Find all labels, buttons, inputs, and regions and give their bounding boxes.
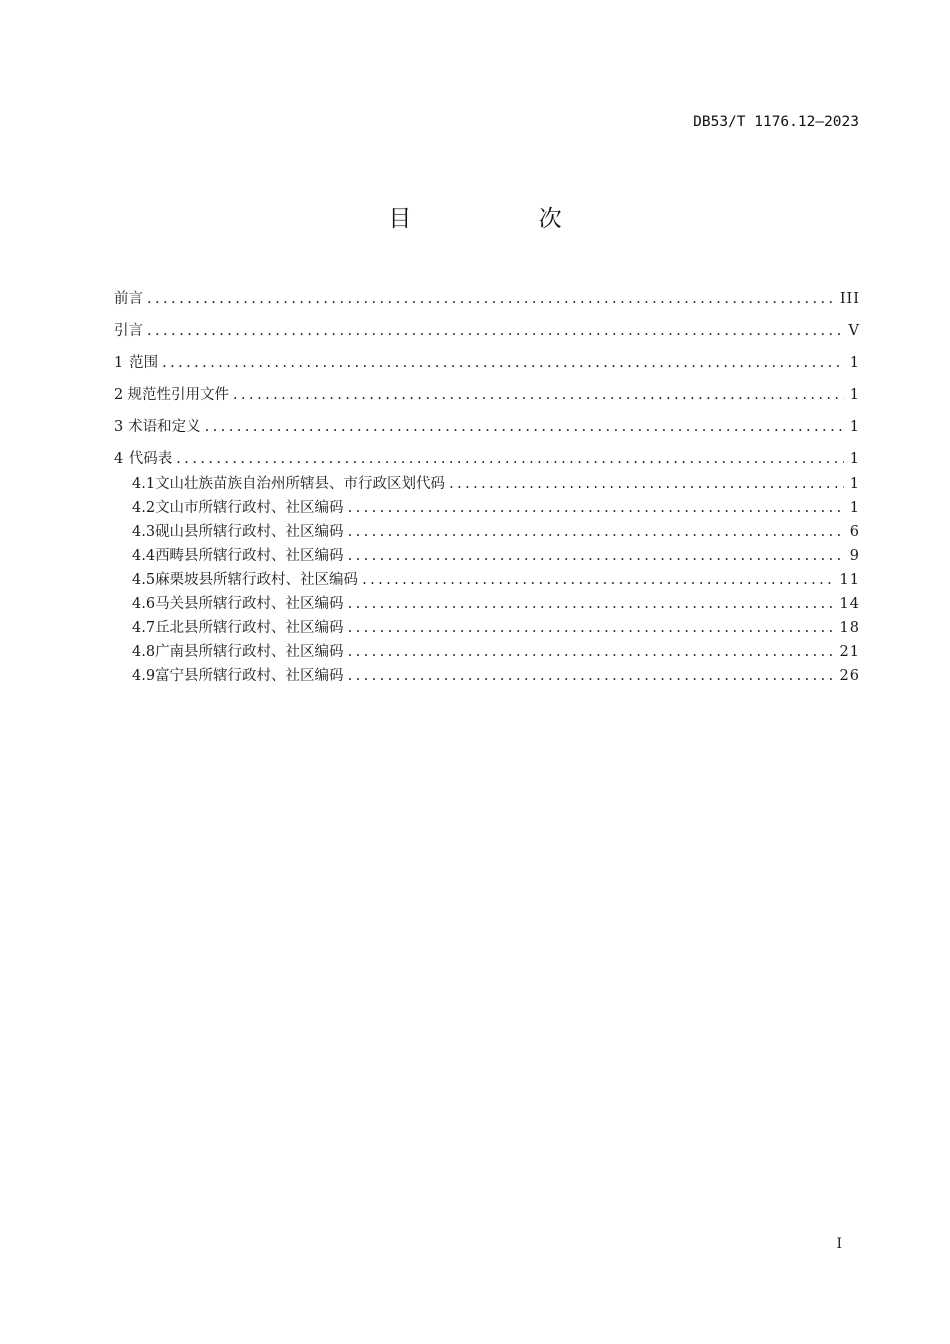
toc-entry-page: 6 bbox=[849, 524, 860, 540]
toc-entry-label: 范围 bbox=[129, 355, 159, 371]
toc-subentry[interactable] bbox=[132, 593, 860, 615]
toc-entry-number: 4.5 bbox=[132, 572, 156, 588]
page-title: 目 次 bbox=[388, 206, 622, 232]
toc-subentry[interactable] bbox=[132, 497, 860, 519]
toc-leader-dots bbox=[348, 665, 834, 687]
toc-entry-page: 18 bbox=[839, 620, 860, 636]
toc-entry-terms[interactable] bbox=[114, 416, 860, 438]
toc-entry-number: 4.2 bbox=[132, 500, 156, 516]
toc-leader-dots bbox=[348, 593, 834, 615]
toc-leader-dots bbox=[348, 641, 834, 663]
toc-subentry[interactable] bbox=[132, 665, 860, 687]
toc-leader-dots bbox=[348, 617, 834, 639]
toc-entry-label: 砚山县所辖行政村、社区编码 bbox=[155, 524, 344, 540]
toc-subentry[interactable] bbox=[132, 617, 860, 639]
toc-entry-code-table[interactable] bbox=[114, 448, 860, 470]
toc-subentry[interactable] bbox=[132, 545, 860, 567]
toc-subentry[interactable] bbox=[132, 569, 860, 591]
toc-entry-number: 1 bbox=[114, 355, 124, 371]
toc-entry-number: 4.6 bbox=[132, 596, 156, 612]
toc-leader-dots bbox=[176, 448, 843, 470]
toc-entry-introduction[interactable] bbox=[114, 320, 860, 342]
toc-entry-number: 4.3 bbox=[132, 524, 156, 540]
toc-entry-page: 1 bbox=[849, 355, 860, 371]
toc-entry-number: 4.8 bbox=[132, 644, 156, 660]
toc-entry-label: 麻栗坡县所辖行政村、社区编码 bbox=[155, 572, 359, 588]
toc-entry-label: 前言 bbox=[114, 291, 143, 307]
toc-entry-label: 丘北县所辖行政村、社区编码 bbox=[155, 620, 344, 636]
toc-entry-page: 26 bbox=[839, 668, 860, 684]
toc-entry-page: 21 bbox=[839, 644, 860, 660]
toc-entry-page: 1 bbox=[849, 451, 860, 467]
toc-entry-number: 4 bbox=[114, 451, 124, 467]
toc-entry-label: 引言 bbox=[114, 323, 143, 339]
toc-entry-label: 文山壮族苗族自治州所辖县、市行政区划代码 bbox=[155, 476, 446, 492]
toc-entry-label: 西畴县所辖行政村、社区编码 bbox=[155, 548, 344, 564]
toc-entry-label: 术语和定义 bbox=[128, 419, 201, 435]
toc-entry-foreword[interactable] bbox=[114, 288, 860, 310]
toc-leader-dots bbox=[449, 473, 844, 495]
toc-entry-page: III bbox=[839, 291, 860, 307]
document-code: DB53/T 1176.12—2023 bbox=[693, 114, 859, 130]
toc-entry-page: 1 bbox=[849, 419, 860, 435]
toc-entry-number: 3 bbox=[114, 419, 124, 435]
toc-entry-normative-references[interactable] bbox=[114, 384, 860, 406]
toc-entry-number: 2 bbox=[114, 387, 124, 403]
toc-leader-dots bbox=[348, 521, 844, 543]
toc-leader-dots bbox=[348, 497, 844, 519]
toc-entry-page: 1 bbox=[849, 500, 860, 516]
toc-entry-page: 1 bbox=[849, 387, 860, 403]
toc-entry-page: V bbox=[848, 323, 860, 339]
toc-subentry[interactable] bbox=[132, 641, 860, 663]
toc-subentry[interactable] bbox=[132, 473, 860, 495]
toc-entry-label: 文山市所辖行政村、社区编码 bbox=[155, 500, 344, 516]
toc-entry-number: 4.1 bbox=[132, 476, 156, 492]
toc-leader-dots bbox=[147, 320, 843, 342]
page-number: I bbox=[836, 1236, 842, 1252]
toc-leader-dots bbox=[233, 384, 844, 406]
toc-entry-label: 规范性引用文件 bbox=[127, 387, 230, 403]
toc-entry-label: 马关县所辖行政村、社区编码 bbox=[155, 596, 344, 612]
toc-entry-number: 4.9 bbox=[132, 668, 156, 684]
toc-entry-number: 4.7 bbox=[132, 620, 156, 636]
toc-leader-dots bbox=[162, 352, 844, 374]
toc-entry-label: 代码表 bbox=[128, 451, 173, 467]
toc-leader-dots bbox=[147, 288, 834, 310]
toc-entry-page: 1 bbox=[849, 476, 860, 492]
toc-leader-dots bbox=[348, 545, 844, 567]
toc-leader-dots bbox=[362, 569, 833, 591]
toc-entry-page: 11 bbox=[839, 572, 860, 588]
toc-entry-label: 广南县所辖行政村、社区编码 bbox=[155, 644, 344, 660]
toc-subentry[interactable] bbox=[132, 521, 860, 543]
toc-entry-number: 4.4 bbox=[132, 548, 156, 564]
toc-entry-scope[interactable] bbox=[114, 352, 860, 374]
toc-entry-label: 富宁县所辖行政村、社区编码 bbox=[155, 668, 344, 684]
toc-entry-page: 9 bbox=[849, 548, 860, 564]
toc-entry-page: 14 bbox=[839, 596, 860, 612]
toc-leader-dots bbox=[205, 416, 844, 438]
